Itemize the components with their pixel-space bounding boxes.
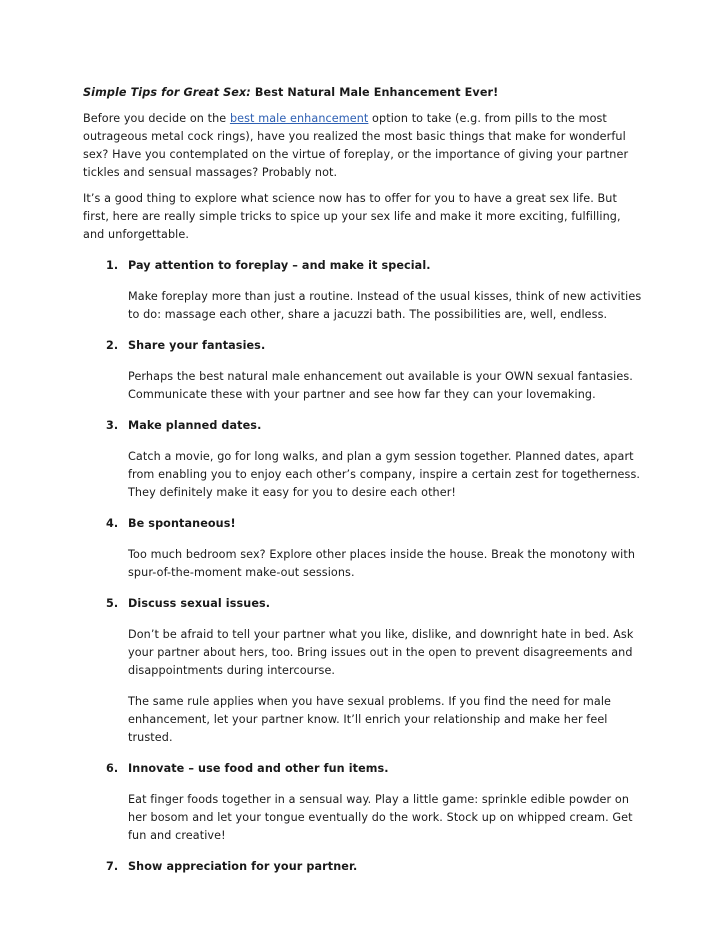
list-item <box>83 337 643 404</box>
list-item <box>83 257 643 324</box>
tip-body: The same rule applies when you have sexual problems. If you find the need for male enhancement, let your partner know. It’ll enrich your relationship and make her feel trusted. <box>128 695 612 744</box>
tip-heading: Make planned dates. <box>128 419 262 432</box>
tip-body: Make foreplay more than just a routine. Instead of the usual kisses, think of new activities to do: massage each other, share a jacuzzi bath. The possibilities are, well, endless. <box>128 290 642 321</box>
tip-number: 2. <box>106 339 119 352</box>
tip-number: 7. <box>106 860 119 873</box>
tip-number: 3. <box>106 419 119 432</box>
tip-body: Too much bedroom sex? Explore other places inside the house. Break the monotony with spur-of-the-moment make-out sessions. <box>128 548 636 579</box>
intro-p1-after: option to take (e.g. from pills to the most outrageous metal cock rings), have you realized the most basic things that make for wonderful sex? Have you contemplated on the virtue of foreplay, or the importance of giving your partner tickles and sensual massages? Probably not. <box>83 112 629 179</box>
document-content <box>83 84 643 889</box>
tip-body: Don’t be afraid to tell your partner what you like, dislike, and downright hate in bed. Ask your partner about hers, too. Bring issues out in the open to prevent disagreements and disappointments during intercourse. <box>128 628 634 677</box>
tip-heading: Share your fantasies. <box>128 339 266 352</box>
tip-heading: Pay attention to foreplay – and make it special. <box>128 259 431 272</box>
tip-number: 6. <box>106 762 119 775</box>
tip-number: 4. <box>106 517 119 530</box>
title-rest: Best Natural Male Enhancement Ever! <box>250 86 499 99</box>
list-item <box>83 858 643 876</box>
tip-heading: Innovate – use food and other fun items. <box>128 762 389 775</box>
tip-number: 5. <box>106 597 119 610</box>
document-title <box>83 84 643 102</box>
list-item <box>83 760 643 845</box>
tips-list <box>83 257 643 876</box>
tip-heading: Show appreciation for your partner. <box>128 860 358 873</box>
list-item <box>83 417 643 502</box>
intro-p1-before: Before you decide on the <box>83 112 230 125</box>
tip-heading: Discuss sexual issues. <box>128 597 271 610</box>
tip-body: Perhaps the best natural male enhancement out available is your OWN sexual fantasies. Communicate these with your partner and see how far they can your lovemaking. <box>128 370 633 401</box>
intro-paragraph-2: It’s a good thing to explore what science now has to offer for you to have a great sex life. But first, here are really simple tricks to spice up your sex life and make it more exciting, fulfilling, and unforgettable. <box>83 192 621 241</box>
list-item <box>83 595 643 747</box>
intro-paragraph-1 <box>83 110 643 182</box>
best-male-enhancement-link[interactable]: best male enhancement <box>229 112 369 125</box>
tip-body: Eat finger foods together in a sensual way. Play a little game: sprinkle edible powder on her bosom and let your tongue eventually do the work. Stock up on whipped cream. Get fun and creative! <box>128 793 633 842</box>
tip-body: Catch a movie, go for long walks, and plan a gym session together. Planned dates, apart from enabling you to enjoy each other’s company, inspire a certain zest for togetherness. They definitely make it easy for you to desire each other! <box>128 450 641 499</box>
tip-heading: Be spontaneous! <box>128 517 236 530</box>
title-lead: Simple Tips for Great Sex: <box>83 86 251 99</box>
tip-number: 1. <box>106 259 119 272</box>
list-item <box>83 515 643 582</box>
